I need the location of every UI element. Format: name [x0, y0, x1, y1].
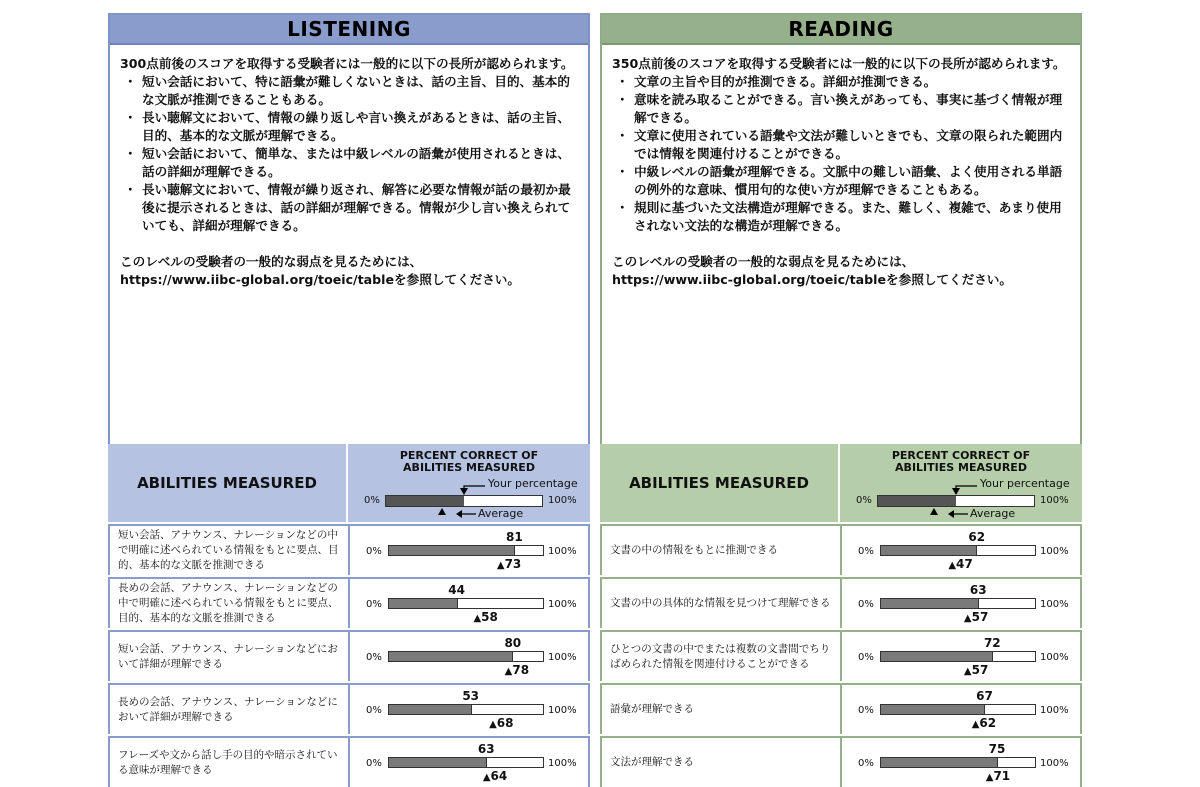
reading-strength-item: ・ 文章の主旨や目的が推測できる。詳細が推測できる。: [616, 74, 937, 89]
score-bar-cell: [842, 738, 1080, 787]
percent-header-line1: PERCENT CORRECT OF: [399, 449, 539, 462]
listening-strength-item: ・ 短い会話において、簡単な、または中級レベルの語彙が使用されるときは、話の詳細が理解できる。: [124, 146, 570, 179]
zero-percent-label: 0%: [366, 652, 382, 663]
zero-percent-label: 0%: [858, 705, 874, 716]
score-bar-fill: [389, 546, 515, 555]
table-header: [108, 444, 590, 522]
average-value: 58: [481, 610, 498, 624]
score-bar: [388, 757, 544, 768]
average-value: 68: [496, 716, 514, 730]
average-marker: [964, 610, 988, 624]
ability-row: [600, 628, 1082, 681]
zero-percent-label: 0%: [366, 599, 382, 610]
reading-description: [612, 55, 1074, 289]
legend-hundred-label: 100%: [548, 495, 577, 506]
ability-description: 文書の中の情報をもとに推測できる: [602, 526, 840, 575]
reading-strength-item: ・ 意味を読み取ることができる。言い換えがあっても、事実に基づく情報が理解できる。: [616, 92, 1063, 125]
average-marker: [964, 663, 988, 677]
score-bar-fill: [881, 705, 985, 714]
reading-strength-item: ・ 規則に基づいた文法構造が理解できる。また、難しく、複雑で、あまり使用されない文法的な構造が理解できる。: [616, 200, 1062, 233]
listening-panel: [108, 13, 590, 781]
average-marker: [505, 663, 529, 677]
reading-note-line2: https://www.iibc-global.org/toeic/tableを参照してください。: [612, 272, 1012, 287]
average-label: Average: [478, 507, 524, 520]
score-bar: [880, 545, 1036, 556]
average-marker: [473, 610, 497, 624]
percent-correct-header: [840, 444, 1082, 522]
ability-row: [108, 734, 590, 787]
score-bar: [880, 757, 1036, 768]
percent-header-line2: ABILITIES MEASURED: [895, 461, 1027, 474]
average-triangle-icon: ▲: [963, 613, 972, 624]
ability-row: [108, 628, 590, 681]
score-bar: [880, 651, 1036, 662]
average-triangle-icon: ▲: [473, 613, 482, 624]
percent-correct-header: [348, 444, 590, 522]
ability-description: 短い会話、アナウンス、ナレーションなどの中で明確に述べられている情報をもとに要点、目的、基本的な文脈を推測できる: [110, 526, 348, 575]
score-bar-cell: [842, 526, 1080, 575]
score-bar: [388, 545, 544, 556]
reading-panel: [600, 13, 1082, 781]
average-triangle-icon: ▲: [482, 772, 491, 783]
score-bar: [880, 598, 1036, 609]
reading-note-line1: このレベルの受験者の一般的な弱点を見るためには、: [612, 254, 915, 269]
score-bar-cell: [842, 685, 1080, 734]
ability-row: [600, 681, 1082, 734]
average-triangle-icon: ▲: [489, 719, 497, 730]
average-triangle-icon: ▲: [985, 772, 994, 783]
score-bar-cell: [350, 632, 588, 681]
your-percentage-value: 80: [504, 636, 522, 650]
listening-note-line2: https://www.iibc-global.org/toeic/tableを参照してください。: [120, 272, 520, 287]
score-bar-fill: [389, 758, 487, 767]
ability-description: 語彙が理解できる: [602, 685, 840, 734]
average-marker: [497, 557, 521, 571]
your-percentage-label: Your percentage: [980, 477, 1070, 490]
percent-header-line2: ABILITIES MEASURED: [403, 461, 535, 474]
legend-arrows-icon: [348, 444, 590, 522]
your-percentage-value: 72: [983, 636, 1001, 650]
score-bar-fill: [881, 652, 993, 661]
score-bar-fill: [389, 705, 472, 714]
ability-row: [600, 575, 1082, 628]
zero-percent-label: 0%: [366, 705, 382, 716]
average-marker: [489, 716, 513, 730]
your-percentage-value: 44: [448, 583, 465, 597]
reading-intro: 350点前後のスコアを取得する受験者には一般的に以下の長所が認められます。: [612, 56, 1066, 71]
zero-percent-label: 0%: [366, 546, 382, 557]
listening-title: LISTENING: [110, 15, 588, 45]
ability-row: [108, 575, 590, 628]
ability-description: 短い会話、アナウンス、ナレーションなどにおいて詳細が理解できる: [110, 632, 348, 681]
abilities-measured-header: ABILITIES MEASURED: [600, 444, 840, 522]
listening-strengths-list: [120, 73, 582, 235]
ability-description: 文法が理解できる: [602, 738, 840, 787]
zero-percent-label: 0%: [858, 652, 874, 663]
score-bar-cell: [350, 685, 588, 734]
average-marker: [972, 716, 996, 730]
average-value: 64: [490, 769, 508, 783]
reading-strength-item: ・ 中級レベルの語彙が理解できる。文脈中の難しい語彙、よく使用される単語の例外的な意味、慣用句的な使い方が理解できることもある。: [616, 164, 1063, 197]
listening-intro: 300点前後のスコアを取得する受験者には一般的に以下の長所が認められます。: [120, 56, 574, 71]
score-bar: [880, 704, 1036, 715]
legend-arrows-icon: [840, 444, 1082, 522]
score-bar-fill: [389, 599, 458, 608]
hundred-percent-label: 100%: [548, 599, 577, 610]
average-triangle-icon: ▲: [948, 560, 957, 571]
abilities-measured-header: ABILITIES MEASURED: [108, 444, 348, 522]
score-bar-cell: [350, 738, 588, 787]
your-percentage-label: Your percentage: [488, 477, 578, 490]
average-value: 73: [504, 557, 522, 571]
average-marker: [986, 769, 1010, 783]
reading-strength-item: ・ 文章に使用されている語彙や文法が難しいときでも、文章の限られた範囲内では情報を関連付けることができる。: [616, 128, 1063, 161]
reading-title: READING: [602, 15, 1080, 45]
score-bar-fill: [389, 652, 513, 661]
your-percentage-value: 63: [477, 742, 495, 756]
reading-abilities-table: [600, 444, 1082, 787]
zero-percent-label: 0%: [858, 599, 874, 610]
your-percentage-value: 63: [969, 583, 987, 597]
hundred-percent-label: 100%: [548, 546, 577, 557]
hundred-percent-label: 100%: [1040, 546, 1069, 557]
reading-strengths-list: [612, 73, 1074, 235]
ability-row: [108, 681, 590, 734]
average-value: 62: [979, 716, 997, 730]
ability-description: ひとつの文書の中でまたは複数の文書間でちりばめられた情報を関連付けることができる: [602, 632, 840, 681]
zero-percent-label: 0%: [366, 758, 382, 769]
ability-description: 文書の中の具体的な情報を見つけて理解できる: [602, 579, 840, 628]
ability-description: 長めの会話、アナウンス、ナレーションなどの中で明確に述べられている情報をもとに要点、目的、基本的な文脈を推測できる: [110, 579, 348, 628]
score-bar-cell: [350, 579, 588, 628]
zero-percent-label: 0%: [858, 546, 874, 557]
legend-hundred-label: 100%: [1040, 495, 1069, 506]
average-triangle-icon: ▲: [971, 719, 980, 730]
ability-row: [600, 522, 1082, 575]
average-value: 78: [512, 663, 530, 677]
score-bar: [388, 704, 544, 715]
hundred-percent-label: 100%: [1040, 599, 1069, 610]
listening-description: [120, 55, 582, 289]
score-bar-fill: [881, 599, 979, 608]
score-bar-cell: [842, 579, 1080, 628]
average-value: 47: [956, 557, 973, 571]
hundred-percent-label: 100%: [548, 652, 577, 663]
score-bar: [388, 598, 544, 609]
legend-zero-label: 0%: [856, 495, 872, 506]
hundred-percent-label: 100%: [1040, 705, 1069, 716]
hundred-percent-label: 100%: [1040, 652, 1069, 663]
average-value: 57: [971, 610, 989, 624]
average-value: 57: [971, 663, 989, 677]
score-bar-cell: [350, 526, 588, 575]
average-marker: [948, 557, 972, 571]
listening-strength-item: ・ 長い聴解文において、情報の繰り返しや言い換えがあるときは、話の主旨、目的、基本的な文脈が理解できる。: [124, 110, 570, 143]
table-header: [600, 444, 1082, 522]
ability-description: 長めの会話、アナウンス、ナレーションなどにおいて詳細が理解できる: [110, 685, 348, 734]
ability-row: [600, 734, 1082, 787]
listening-abilities-table: [108, 444, 590, 787]
your-percentage-value: 62: [968, 530, 986, 544]
average-label: Average: [970, 507, 1016, 520]
your-percentage-value: 53: [462, 689, 480, 703]
score-bar-cell: [842, 632, 1080, 681]
average-triangle-icon: ▲: [496, 560, 505, 571]
average-triangle-icon: ▲: [963, 666, 972, 677]
ability-description: フレーズや文から話し手の目的や暗示されている意味が理解できる: [110, 738, 348, 787]
your-percentage-value: 81: [506, 530, 523, 544]
score-bar: [388, 651, 544, 662]
listening-note-line1: このレベルの受験者の一般的な弱点を見るためには、: [120, 254, 423, 269]
average-marker: [483, 769, 507, 783]
your-percentage-value: 75: [988, 742, 1006, 756]
hundred-percent-label: 100%: [1040, 758, 1069, 769]
score-bar-fill: [881, 546, 977, 555]
listening-strength-item: ・ 長い聴解文において、情報が繰り返され、解答に必要な情報が話の最初か最後に提示されるときは、話の詳細が理解できる。情報が少し言い換えられていても、詳細が理解できる。: [124, 182, 571, 233]
hundred-percent-label: 100%: [548, 758, 577, 769]
average-triangle-icon: ▲: [504, 666, 513, 677]
your-percentage-value: 67: [976, 689, 993, 703]
listening-strength-item: ・ 短い会話において、特に語彙が難しくないときは、話の主旨、目的、基本的な文脈が推測できることもある。: [124, 74, 570, 107]
average-value: 71: [993, 769, 1011, 783]
legend-zero-label: 0%: [364, 495, 380, 506]
score-bar-fill: [881, 758, 998, 767]
percent-header-line1: PERCENT CORRECT OF: [891, 449, 1031, 462]
ability-row: [108, 522, 590, 575]
zero-percent-label: 0%: [858, 758, 874, 769]
hundred-percent-label: 100%: [548, 705, 577, 716]
